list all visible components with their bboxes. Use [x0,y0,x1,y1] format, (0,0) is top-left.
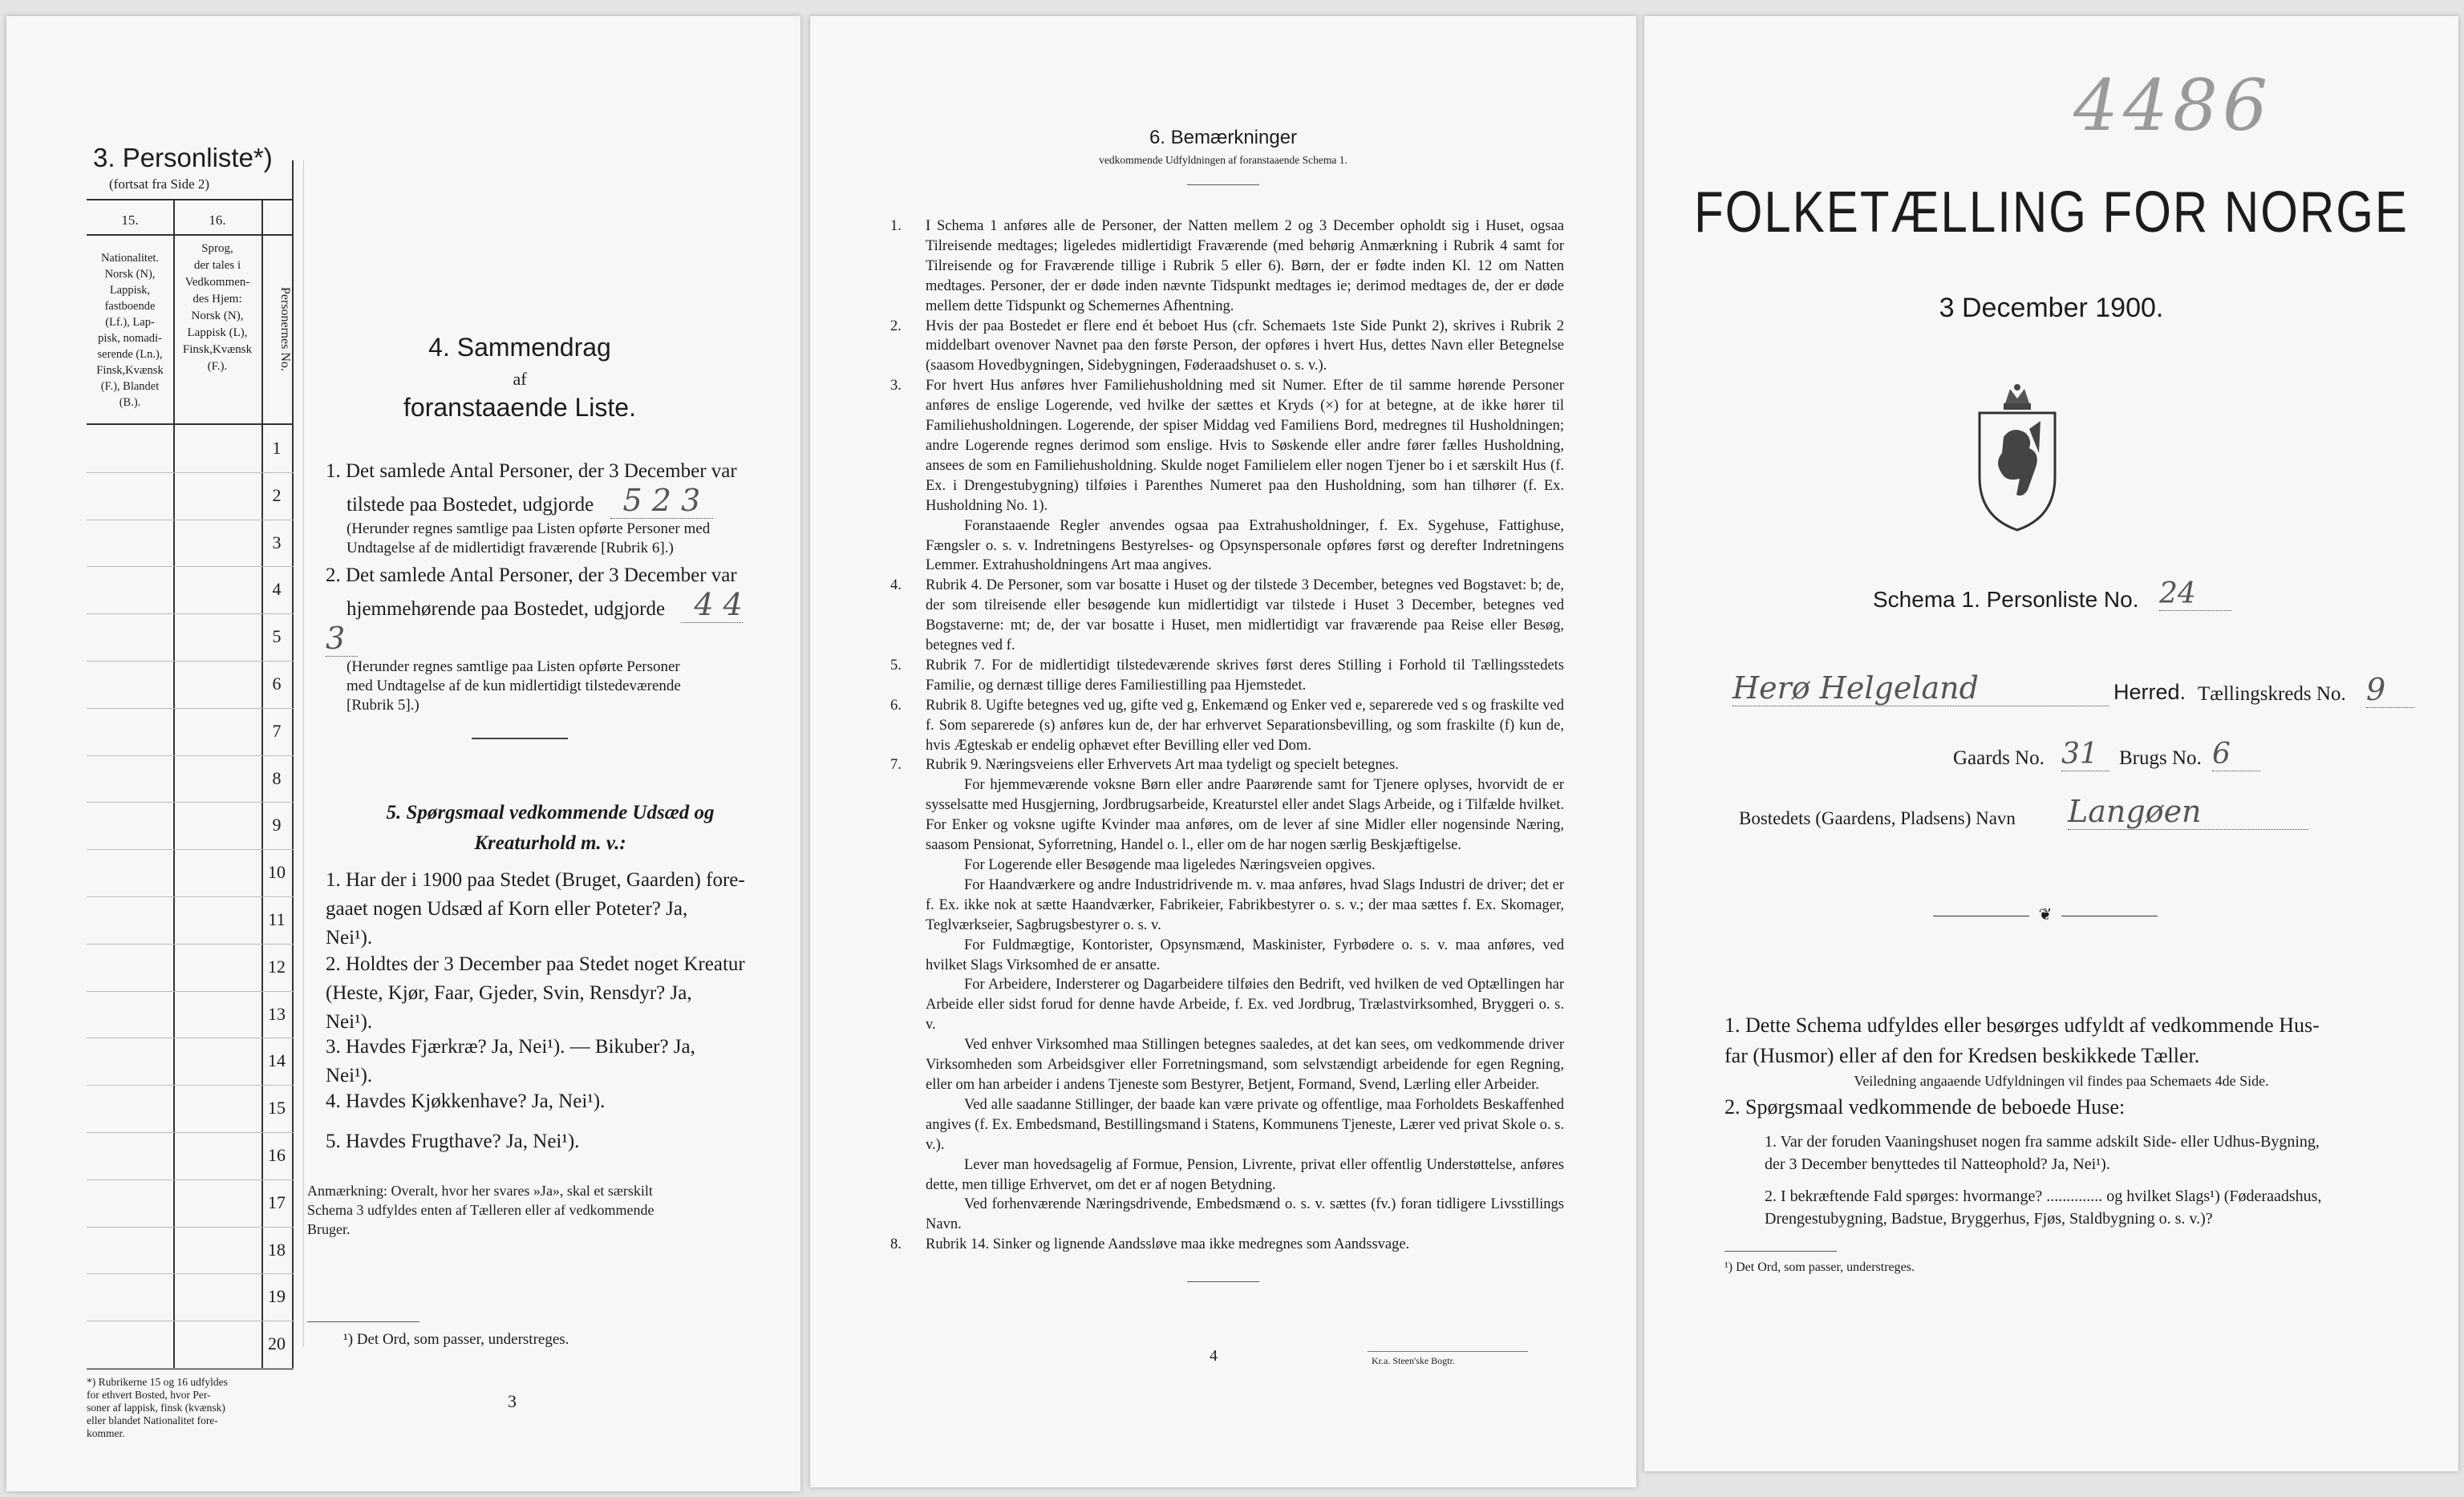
row-number: 6 [272,674,282,694]
table-row-rule [87,1085,294,1086]
table-row-rule [87,991,294,992]
footnote-rule [1724,1251,1837,1252]
nationality-footnote [87,1376,295,1440]
summary-item-2-line-a: 2. Det samlede Antal Personer, der 3 December var [326,564,737,586]
note-line: med Undtagelse af de kun midlertidigt tilstedeværende [346,678,681,694]
table-row-rule [87,849,294,850]
row-number: 2 [272,484,282,505]
remark-item [890,975,1564,1035]
page-4 [810,16,1636,1487]
remark-item [890,755,1564,775]
remark-text: Rubrik 7. For de midlertidigt tilstedeværende skrives først deres Stilling i Forhold til Tællingsstedets Familie, og dernæst tillige deres Familiestilling paa Hjemstedet. [926,657,1564,694]
instruction-1-note: Veiledning angaaende Udfyldningen vil findes paa Schemaets 4de Side. [1854,1073,2269,1089]
remark-text: For hjemmeværende voksne Børn eller andre Paarørende samt for Tjenere oplyses, hvorvidt de er sysselsatte med Husgjerning, Jordbrugsarbeide, Kreaturstel eller andet Slags Arbeide, og i Tilfælde hvilket. For Enker og voksne ugifte Kvinder maa anføres, om de lever af sine Midler eller nogensinde Næring, saasom Pensionat, Syforretning, Handel o. l., eller om de har nogen særlig Beskjæftigelse. [926,777,1564,854]
footnote-line: eller blandet Nationalitet fore- [87,1414,218,1426]
remark-line: Bruger. [307,1221,351,1237]
remark-item [890,1035,1564,1095]
end-rule [1187,1281,1259,1282]
kreds-label: Tællingskreds No. [2198,683,2346,705]
page-number: 4 [1210,1347,1218,1365]
table-row-rule [87,1368,294,1369]
table-row-rule [87,896,294,897]
row-number: 16 [268,1145,286,1165]
table-row-rule [87,1227,294,1228]
table-row-rule [87,613,294,614]
col15-header-line: (F.), Blandet [100,380,160,393]
instruction-line: far (Husmor) eller af den for Kredsen beskikkede Tæller. [1724,1044,2200,1067]
col16-header-line: Finsk,Kvænsk [182,343,253,356]
table-row-rule [87,1132,294,1133]
table-row-rule [87,661,294,662]
summary-item-2-line-b [326,587,775,657]
summary-item-2-note [326,657,775,715]
bosted-label: Bostedets (Gaardens, Pladsens) Navn [1739,808,2016,828]
remark-text: Rubrik 14. Sinker og lignende Aandssløve maa ikke medregnes som Aandssvage. [926,1236,1410,1253]
instruction-line: 1. Dette Schema udfyldes eller besørges udfyldt af vedkommende Hus- [1724,1014,2320,1037]
col15-header [87,250,173,411]
remark-item [890,775,1564,856]
row-number: 17 [268,1192,286,1212]
instruction-2-2 [1765,1185,2422,1230]
col16-header [173,241,261,375]
col15-header-line: Norsk (N), [104,268,156,281]
remark-item [890,516,1564,577]
remark-number: 7. [890,757,902,774]
col15-header-line: Finsk,Kvænsk [96,364,164,377]
instruction-2: 2. Spørgsmaal vedkommende de beboede Huse: [1724,1095,2126,1119]
instruction-line: 1. Var der foruden Vaaningshuset nogen fra samme adskilt Side- eller Udhus-Bygning, [1765,1133,2320,1151]
row-number: 7 [272,720,282,741]
personliste-subtitle: (fortsat fra Side 2) [109,176,210,192]
question-line: Nei¹). [326,1011,373,1033]
col15-header-line: (Lf.), Lap- [105,316,155,329]
row-number: 1 [272,438,282,458]
remark-number: 8. [890,1236,902,1253]
summary-item-1-note [326,520,775,558]
summary-item-2 [326,561,775,715]
remark-text: Rubrik 8. Ugifte betegnes ved ug, gifte ved g, Enkemænd og Enker ved e, separerede ved s og fraskilte ved f. Som separerede (s) anføres kun de, der har erhvervet Separationsbevilling, og som fraskilte (f) kun de, hvis Ægteskab er endelig ophævet efter Bevilling eller ved Dom. [926,697,1564,754]
ornament-icon: ❦ [2029,904,2061,924]
row-number: 9 [272,815,282,835]
census-date: 3 December 1900. [1939,293,2164,323]
instruction-line: der 3 December benyttedes til Natteophold? Ja, Nei¹). [1765,1155,2110,1173]
footnote-underline: ¹) Det Ord, som passer, understreges. [343,1331,569,1348]
row-number: 12 [268,956,286,977]
col15-header-line: (B.). [119,396,141,409]
col16-header-line: (F.). [207,360,228,373]
remark-item [890,1095,1564,1155]
remark-item [890,1195,1564,1235]
remark-item [890,1235,1564,1255]
note-line: [Rubrik 5].) [346,697,419,714]
row-number: 4 [272,579,282,600]
remark-text: I Schema 1 anføres alle de Personer, der Natten mellem 2 og 3 December opholdt sig i Huset, ogsaa Tilreisende medtages; ligeledes midlertidigt Fraværende (med behørig Anmærkning i Rubrik 4 samt for Tilreisende og for Fraværende tillige i Rubrik 5 eller 6). Børn, der er fødte inden Kl. 12 om Natten medtages. Personer, der er døde inden nævnte Tidspunkt medtages ie; derimod medtages de, der er døde mellem dette Tidspunkt og Schemernes Afhentning. [926,218,1564,314]
remark-text: For hvert Hus anføres hver Familiehusholdning med sit Numer. Efter de til samme hørende Personer anføres de enslige Logerende, ved hvilke der sættes et Kryds (×) for at betegne, at de ikke hører til Familiehusholdningen. Logerende, der spiser Middag ved Familiens Bord, medregnes til Husholdningen; andre Logerende regnes derimod som enslige. Hvis to Søskende eller andre fører fælles Husholdning, ansees de som en Familiehusholdning. Skulde noget Familielem eller nogen Tjener bo i et særskilt Hus (f. Ex. i Drengestubygning) tilføies i Parenthes Numeret paa den Husholdning, som han tilhører (f. Ex. Husholdning No. 1). [926,378,1564,514]
livestock-questions-title [326,798,775,859]
remark-item [890,376,1564,516]
summary-af: af [513,369,527,389]
remark-text: For Logerende eller Besøgende maa ligeledes Næringsveien opgives. [964,857,1376,873]
section-rule [472,738,568,739]
summary-item-1-line-b [326,483,775,520]
page-number: 3 [508,1391,517,1411]
col15-header-line: serende (Ln.), [97,348,163,361]
census-title: FOLKETÆLLING FOR NORGE [1694,180,2409,245]
col16-header-line: Norsk (N), [191,310,244,322]
col15-header-line: fastboende [104,300,156,313]
question-line: Nei¹). [326,927,373,949]
summary-title: 4. Sammendrag [428,333,611,362]
remarks-title: 6. Bemærkninger [1149,127,1298,148]
herred-value: Herø Helgeland [1732,670,2109,706]
question-line: 2. Holdtes der 3 December paa Stedet noget Kreatur [326,953,745,975]
row-number: 14 [268,1050,286,1071]
footnote-line: soner af lappisk, finsk (kvænsk) [87,1402,225,1414]
remark-text: Ved enhver Virksomhed maa Stillingen betegnes saaledes, at det kan sees, om vedkommende driver Virksomheden som Arbeidsgiver eller Forretningsmand, som selvstændigt arbeidende for egen Regning, eller om han arbeider i andens Tjeneste som Bestyrer, Betjent, Formand, Svend, Lærling eller Arbeider. [926,1037,1564,1093]
bosted-value: Langøen [2068,794,2308,830]
remark-number: 6. [890,697,902,714]
question-line: 3. Havdes Fjærkræ? Ja, Nei¹). — Bikuber? Ja, [326,1036,695,1058]
remarks-subtitle: vedkommende Udfyldningen af foranstaaende Schema 1. [1099,154,1348,166]
question-5: 5. Havdes Frugthave? Ja, Nei¹). [326,1131,580,1152]
instruction-1 [1724,1010,2398,1071]
remark-number: 2. [890,318,902,334]
instruction-2-1 [1765,1131,2422,1175]
brugs-label: Brugs No. [2119,747,2202,769]
question-3 [326,1033,775,1090]
title-rule [1187,184,1259,185]
question-2 [326,950,775,1037]
instruction-line: 2. I bekræftende Fald spørges: hvormange? .............. og hvilket Slags¹) (Føderaadshus, [1765,1187,2322,1205]
col15-header-line: Nationalitet. [100,252,160,265]
remark-number: 4. [890,577,902,594]
remark-text: For Haandværkere og andre Industridrivende m. v. maa anføres, hvad Slags Industri de driver; det er f. Ex. ikke nok at sætte Haandværker, Fabrikeier, Fabrikbestyrer o. s. v.; der maa sættes f. Ex. Skomager, Teglværkseier, Sagbrugsbestyrer o. s. v. [926,876,1564,933]
question-1 [326,866,775,953]
gaards-value: 31 [2061,738,2109,771]
col16-header-line: Sprog, [201,242,233,255]
footnote-underline: ¹) Det Ord, som passer, understreges. [1724,1260,1915,1274]
col15-header-line: pisk, nomadi- [98,332,162,345]
brugs-value: 6 [2212,738,2260,771]
gaards-label: Gaards No. [1953,747,2045,769]
table-row-rule [87,566,294,567]
remark-item [890,576,1564,656]
row-number: 11 [268,909,286,929]
question-line: Nei¹). [326,1065,373,1086]
norway-coat-of-arms-icon [1973,381,2061,533]
remark-text: For Arbeidere, Indersterer og Dagarbeidere tilføies den Bedrift, ved hvilken de ved Optællingen har Arbeide eller sidst forud for denne havde Arbeide, f. Ex. ved Jordbrug, Trælastvirksomhed, Bryggeri o. s. v. [926,977,1564,1034]
personliste-title: 3. Personliste*) [93,143,273,172]
remark-item [890,856,1564,876]
remark-text: Foranstaaende Regler anvendes ogsaa paa Extrahusholdninger, f. Ex. Sygehuse, Fattighuse, Fængsler o. s. v. Indretningens Bestyrelses- og Opsynspersonale opføres først og derefter Indretningens Lemmer. Extrahusholdningens Art maa angives. [926,517,1564,574]
col16-header-line: des Hjem: [192,293,242,305]
question-line: (Heste, Kjør, Faar, Gjeder, Svin, Rensdyr? Ja, [326,982,692,1004]
note-line: Undtagelse af de midlertidigt fraværende [Rubrik 6].) [346,540,674,556]
remark-note [307,1181,788,1239]
summary-item-1 [326,457,775,558]
remark-number: 5. [890,657,902,674]
row-number: 8 [272,767,282,788]
handwritten-archive-number: 4486 [2073,64,2272,147]
question-line: 1. Har der i 1900 paa Stedet (Bruget, Gaarden) fore- [326,869,745,891]
col16-number: 16. [209,212,226,228]
table-row-rule [87,708,294,709]
row-number: 19 [268,1286,286,1307]
remark-text: Rubrik 9. Næringsveiens eller Erhvervets Art maa tydeligt og specielt betegnes. [926,757,1399,774]
col15-header-line: Lappisk, [109,284,151,297]
remark-item [890,216,1564,317]
footnote-line: *) Rubrikerne 15 og 16 udfyldes [87,1376,228,1388]
title-line: 5. Spørgsmaal vedkommende Udsæd og [386,802,715,823]
table-row-rule [87,755,294,756]
footnote-rule [307,1321,419,1322]
summary-item-1-line-a: 1. Det samlede Antal Personer, der 3 December var [326,460,737,482]
instruction-line: Drengestubygning, Badstue, Bryggerhus, Fjøs, Staldbygning o. s. v.)? [1765,1210,2213,1228]
summary-item-1-label: tilstede paa Bostedet, udgjorde [346,494,594,516]
summary-subtitle: foranstaaende Liste. [403,393,636,422]
question-4: 4. Havdes Kjøkkenhave? Ja, Nei¹). [326,1090,606,1112]
remark-item [890,696,1564,756]
remark-line: Schema 3 udfyldes enten af Tælleren eller af vedkommende [307,1202,654,1218]
resident-total-value: 4 4 3 [326,587,743,656]
present-total-value: 5 2 3 [610,483,714,519]
remark-item [890,876,1564,936]
remark-item [890,317,1564,377]
col-person-number-header: Personernes No. [278,286,292,371]
herred-label: Herred. [2113,680,2186,704]
column-divider [292,160,294,1370]
remark-item [890,1155,1564,1196]
remark-text: Ved alle saadanne Stillinger, der baade kan være private og offentlige, maa Forholdets Beskaffenhed angives (f. Ex. Embedsmand, Bestillingsmand i Statens, Kommunens Tjeneste, Lærer ved privat Skole o. s. v.). [926,1096,1564,1153]
question-line: gaaet nogen Udsæd af Korn eller Poteter? Ja, [326,898,688,920]
page-3 [6,16,800,1491]
table-row-rule [87,944,294,945]
row-number: 15 [268,1098,286,1119]
table-row-rule [87,802,294,803]
table-row-rule [87,472,294,473]
cover-page [1644,16,2458,1471]
col16-header-line: Vedkommen- [184,276,250,289]
remark-text: Hvis der paa Bostedet er flere end ét beboet Hus (cfr. Schemaets 1ste Side Punkt 2), skrives i Rubrik 2 middelbart ovenover Navnet paa den første Person, der opføres i hvert Hus, dettes Navn eller Betegnelse (saasom Hovedbygningen, Sidebygningen, Føderaadshuset o. s. v.). [926,318,1564,374]
title-line: Kreaturhold m. v.: [474,832,626,854]
remark-text: Rubrik 4. De Personer, som var bosatte i Huset og der tilstede 3 December, betegnes ved Bogstavet: b; de, der som tilreisende eller besøgende kun midlertidigt var tilstede i Huset 3 December, betegnes ved Bogstaverne: mt; de, der var bosatte i Huset, men midlertidigt var fraværende paa Reise eller Besøg, betegnes ved f. [926,577,1564,654]
schema-label: Schema 1. Personliste No. [1873,587,2139,612]
row-number: 3 [272,532,282,552]
remark-text: Ved forhenværende Næringsdrivende, Embedsmænd o. s. v. sættes (fv.) foran tidligere Livsstillings Navn. [926,1196,1564,1233]
table-row-rule [87,1179,294,1180]
remark-text: Lever man hovedsagelig af Formue, Pension, Livrente, privat eller offentlig Understøttelse, anføres dette, men tillige Erhvervet, om det er af nogen Betydning. [926,1156,1564,1193]
remark-line: Anmærkning: Overalt, hvor her svares »Ja», skal et særskilt [307,1183,653,1199]
printer-rule [1368,1351,1528,1352]
kreds-value: 9 [2366,672,2414,708]
summary-item-2-label: hjemmehørende paa Bostedet, udgjorde [346,598,666,620]
col16-header-line: Lappisk (L), [187,326,248,339]
section-divider [303,160,304,1347]
remark-number: 1. [890,218,902,234]
row-number: 10 [268,862,286,883]
table-row-rule [87,1273,294,1274]
note-line: (Herunder regnes samtlige paa Listen opførte Personer med [346,520,711,537]
remark-number: 3. [890,378,902,394]
note-line: (Herunder regnes samtlige paa Listen opførte Personer [346,658,680,675]
row-number: 13 [268,1003,286,1024]
remark-item [890,656,1564,696]
row-number: 18 [268,1239,286,1260]
row-number: 20 [268,1333,286,1354]
schema-number-value: 24 [2159,577,2231,611]
remark-text: For Fuldmægtige, Kontorister, Opsynsmænd, Maskinister, Fyrbødere o. s. v. maa anføres, ved hvilket Slags Virksomhed de er ansatte. [926,937,1564,973]
row-number: 5 [272,626,282,647]
col16-header-line: der tales i [193,259,241,272]
col15-number: 15. [121,212,139,228]
printer-name: Kr.a. Steen'ske Bogtr. [1372,1355,1455,1366]
footnote-line: for ethvert Bosted, hvor Per- [87,1389,211,1401]
remarks-list [890,216,1564,1255]
remark-item [890,936,1564,976]
footnote-line: kommer. [87,1427,125,1439]
